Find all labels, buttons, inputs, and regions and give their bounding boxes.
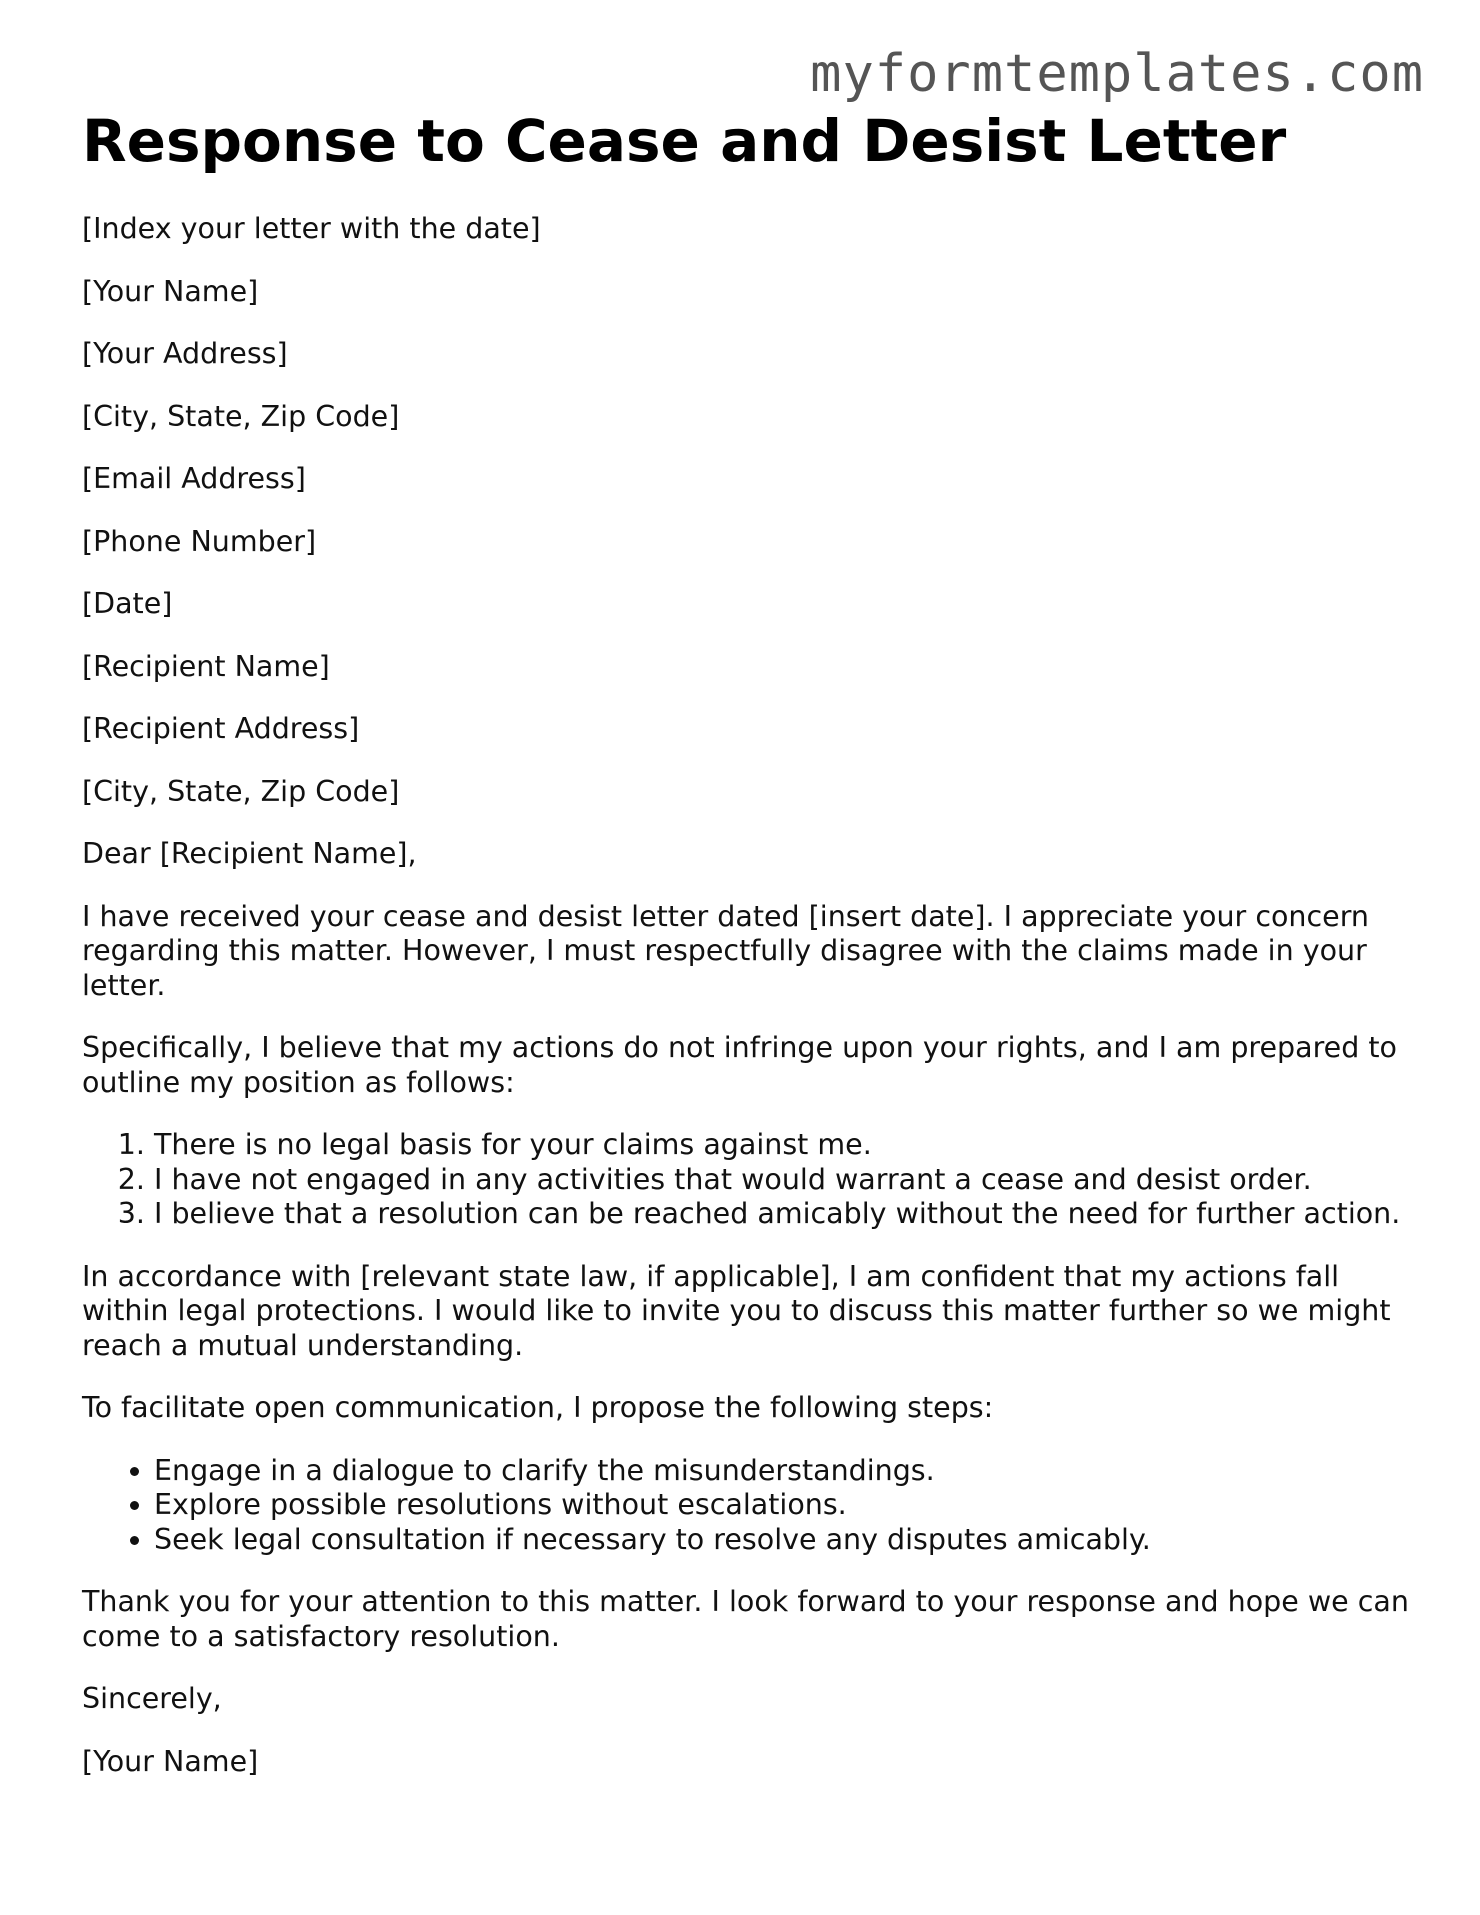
body-paragraph: Thank you for your attention to this matter. I look forward to your response and hope we can come to a satisfactory resolution. <box>82 1585 1409 1653</box>
recipient-address-line: [Recipient Address] <box>82 712 360 745</box>
body-paragraph: I have received your cease and desist letter dated [insert date]. I appreciate your concern regarding this matter. However, I must respectfully disagree with the claims made in your letter. <box>82 899 1369 1002</box>
date-line: [Date] <box>82 587 173 620</box>
steps-bullet-list <box>82 1454 1412 1558</box>
bullet-list-item: • Engage in a dialogue to clarify the misunderstandings. <box>154 1454 1412 1489</box>
body-paragraph: In accordance with [relevant state law, if applicable], I am confident that my actions fall within legal protections. I would like to invite you to discuss this matter further so we might reach a mutual understanding. <box>82 1259 1391 1362</box>
numbered-list-item: 2. I have not engaged in any activities that would warrant a cease and desist order. <box>154 1163 1412 1198</box>
body-paragraph: To facilitate open communication, I propose the following steps: <box>82 1391 994 1424</box>
sender-phone-line: [Phone Number] <box>82 524 317 558</box>
bullet-list-item: • Seek legal consultation if necessary to resolve any disputes amicably. <box>154 1523 1412 1558</box>
bullet-list-item: • Explore possible resolutions without escalations. <box>154 1488 1412 1523</box>
signature-name: [Your Name] <box>82 1744 259 1778</box>
sender-email-line: [Email Address] <box>82 462 306 495</box>
index-date-line: [Index your letter with the date] <box>82 212 541 245</box>
site-watermark: myformtemplates.com <box>810 44 1424 104</box>
document-title: Response to Cease and Desist Letter <box>82 107 1287 175</box>
recipient-name-line: [Recipient Name] <box>82 649 330 683</box>
numbered-list-item: 3. I believe that a resolution can be reached amicably without the need for further action. <box>154 1197 1412 1232</box>
body-paragraph: Specifically, I believe that my actions do not infringe upon your rights, and I am prepared to outline my position as follows: <box>82 1031 1397 1099</box>
letter-document <box>82 104 1412 1807</box>
sender-name-line: [Your Name] <box>82 274 259 308</box>
numbered-list-item: 1. There is no legal basis for your claims against me. <box>154 1128 1412 1163</box>
sender-city-line: [City, State, Zip Code] <box>82 399 400 433</box>
salutation: Dear [Recipient Name], <box>82 837 417 870</box>
sender-address-line: [Your Address] <box>82 337 288 370</box>
recipient-city-line: [City, State, Zip Code] <box>82 774 400 808</box>
closing: Sincerely, <box>82 1682 222 1715</box>
position-numbered-list <box>82 1128 1412 1232</box>
